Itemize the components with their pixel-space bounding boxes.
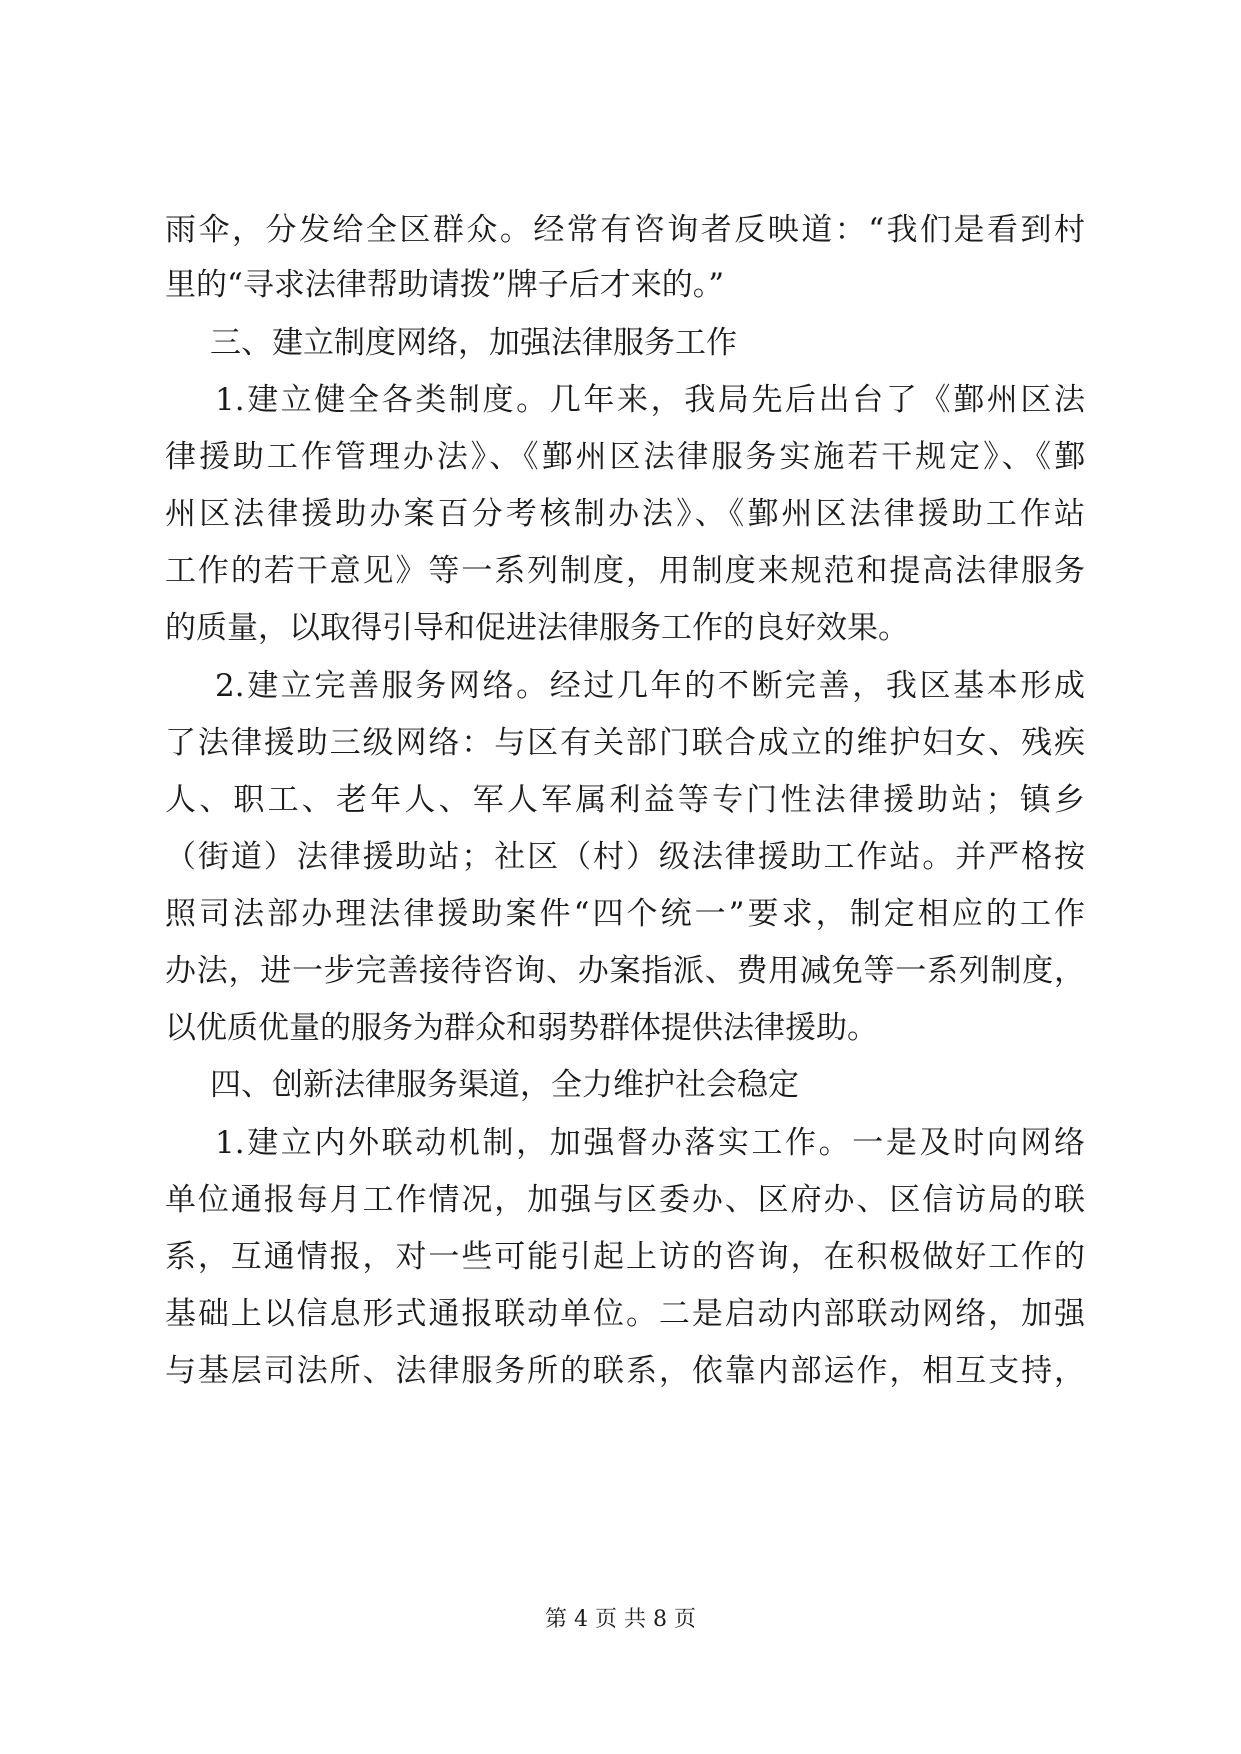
text-line-8: 的质量，以取得引导和促进法律服务工作的良好效果。	[165, 610, 909, 646]
text-line-13: 照司法部办理法律援助案件“四个统一”要求，制定相应的工作	[165, 896, 1085, 932]
text-line-15: 以优质优量的服务为群众和弱势群体提供法律援助。	[165, 1010, 878, 1046]
text-line-14: 办法，进一步完善接待咨询、办案指派、费用减免等一系列制度，	[165, 953, 1085, 989]
text-line-6: 州区法律援助办案百分考核制办法》、《鄞州区法律援助工作站	[165, 496, 1085, 532]
section-heading-3: 三、建立制度网络，加强法律服务工作	[210, 325, 737, 361]
section-heading-4: 四、创新法律服务渠道，全力维护社会稳定	[210, 1067, 799, 1103]
text-line-19: 系，互通情报，对一些可能引起上访的咨询，在积极做好工作的	[165, 1239, 1085, 1275]
text-line-20: 基础上以信息形式通报联动单位。二是启动内部联动网络，加强	[165, 1296, 1085, 1332]
text-line-4: 1.建立健全各类制度。几年来，我局先后出台了《鄞州区法	[215, 382, 1085, 418]
text-line-7: 工作的若干意见》等一系列制度，用制度来规范和提高法律服务	[165, 553, 1085, 589]
page-number-footer: 第 4 页 共 8 页	[545, 1607, 696, 1632]
text-line-9: 2.建立完善服务网络。经过几年的不断完善，我区基本形成	[215, 668, 1085, 704]
text-line-18: 单位通报每月工作情况，加强与区委办、区府办、区信访局的联	[165, 1182, 1085, 1218]
text-line-17: 1.建立内外联动机制，加强督办落实工作。一是及时向网络	[215, 1125, 1085, 1161]
text-line-5: 律援助工作管理办法》、《鄞州区法律服务实施若干规定》、《鄞	[165, 439, 1085, 475]
text-line-11: 人、职工、老年人、军人军属利益等专门性法律援助站；镇乡	[165, 782, 1085, 818]
text-line-10: 了法律援助三级网络：与区有关部门联合成立的维护妇女、残疾	[165, 725, 1085, 761]
text-line-2: 里的“寻求法律帮助请拨”牌子后才来的。”	[165, 267, 725, 303]
text-line-1: 雨伞，分发给全区群众。经常有咨询者反映道：“我们是看到村	[165, 212, 1085, 248]
text-line-21: 与基层司法所、法律服务所的联系，依靠内部运作，相互支持，	[165, 1353, 1085, 1389]
text-line-12: （街道）法律援助站；社区（村）级法律援助工作站。并严格按	[165, 839, 1085, 875]
